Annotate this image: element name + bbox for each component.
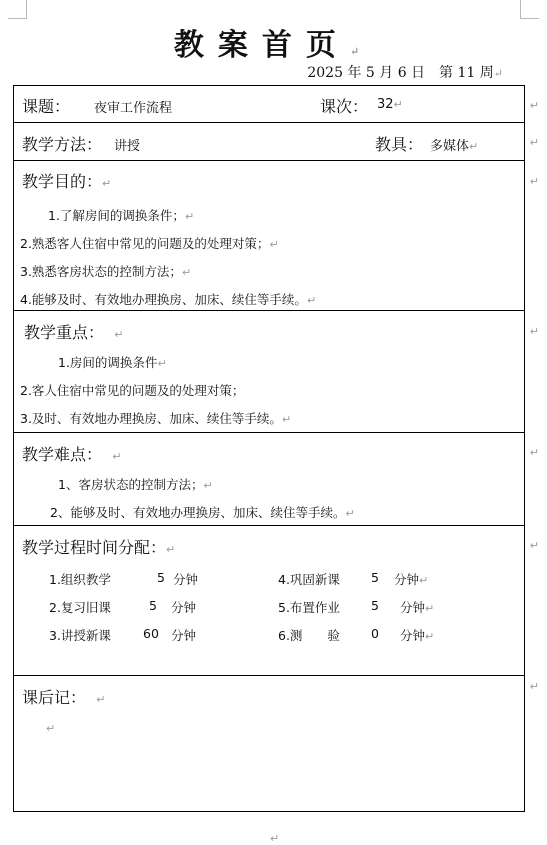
row-end-mark-icon: ↵ [529,136,539,149]
time-allocation-label [22,535,175,558]
key-points-label [24,320,123,343]
time-item-unit: 分钟 [171,600,197,615]
tools-value[interactable] [430,135,478,154]
method-value[interactable]: 讲授 [114,139,141,154]
paragraph-mark-icon: ↵ [345,507,355,520]
time-unit-text: 分钟 [400,628,426,643]
paragraph-mark-icon: ↵ [425,602,435,615]
paragraph-mark-icon: ↵ [425,630,435,643]
postscript-notes[interactable] [46,720,55,735]
key-point-text: 2.客人住宿中常见的问题及的处理对策； [20,383,245,398]
objectives-label [22,169,111,192]
key-point-text: 1.房间的调换条件 [58,355,158,370]
page-title [0,20,547,64]
paragraph-mark-icon: ↵ [112,450,122,463]
lesson-date [307,62,503,82]
paragraph-mark-icon: ↵ [114,328,124,341]
key-point-item[interactable] [20,409,291,427]
objectives-label-text: 教学目的： [22,172,103,191]
paragraph-mark-icon: ↵ [184,210,195,223]
document-end-mark-icon: ↵ [270,832,280,845]
paragraph-mark-icon: ↵ [203,479,213,492]
page-corner-mark [520,0,539,19]
time-item-name[interactable]: 3.讲授新课 [49,628,111,643]
difficulties-row [14,433,524,526]
time-item-name[interactable]: 4.巩固新课 [278,572,340,587]
time-item-minutes[interactable]: 0 [371,626,379,641]
paragraph-mark-icon: ↵ [349,45,374,58]
key-point-item[interactable] [58,353,167,371]
postscript-row [14,676,524,811]
row-end-mark-icon: ↵ [529,446,539,459]
lesson-number-value[interactable] [377,97,403,112]
key-point-item[interactable] [20,381,244,399]
paragraph-mark-icon: ↵ [96,693,106,706]
paragraph-mark-icon: ↵ [269,238,279,251]
lesson-number-label: 课次： [320,97,369,116]
row-end-mark-icon: ↵ [529,175,539,188]
method-label: 教学方法： [22,135,103,154]
topic-row [14,86,524,123]
time-unit-text: 分钟 [400,600,426,615]
difficulty-item[interactable] [50,503,355,521]
date-text: 2025 年 5 月 6 日 第 11 周 [307,65,494,81]
time-unit-text: 分钟 [394,572,420,587]
objective-text: 3.熟悉客房状态的控制方法； [20,264,182,279]
paragraph-mark-icon: ↵ [419,574,429,587]
difficulty-text: 2、能够及时、有效地办理换房、加床、续住等手续。 [50,505,346,520]
time-allocation-row [14,526,524,676]
paragraph-mark-icon: ↵ [281,413,292,426]
difficulty-text: 1、客房状态的控制方法； [58,477,204,492]
row-end-mark-icon: ↵ [529,680,539,693]
time-item-unit [400,626,434,644]
time-item-minutes[interactable]: 5 [157,570,165,585]
key-points-label-text: 教学重点： [24,323,105,342]
time-item-name[interactable]: 5.布置作业 [278,600,340,615]
objective-item[interactable] [48,206,194,224]
paragraph-mark-icon: ↵ [306,294,317,307]
row-end-mark-icon: ↵ [529,325,539,338]
paragraph-mark-icon: ↵ [102,177,112,190]
paragraph-mark-icon: ↵ [393,98,403,111]
time-item-minutes[interactable]: 5 [371,570,379,585]
time-allocation-label-text: 教学过程时间分配： [22,538,167,557]
time-item-unit: 分钟 [171,628,197,643]
time-item-unit: 分钟 [173,572,199,587]
difficulties-label-text: 教学难点： [22,445,103,464]
topic-label: 课题： [22,97,71,116]
time-item-name[interactable]: 2.复习旧课 [49,600,111,615]
tools-text: 多媒体 [430,139,470,154]
time-item-name[interactable]: 6.测 验 [278,628,340,643]
paragraph-mark-icon: ↵ [46,722,56,735]
postscript-label-text: 课后记： [22,688,87,707]
objective-item[interactable] [20,234,279,252]
paragraph-mark-icon: ↵ [493,67,503,80]
objectives-row [14,161,524,311]
row-end-mark-icon: ↵ [529,539,539,552]
row-end-mark-icon: ↵ [529,99,539,112]
objective-text: 4.能够及时、有效地办理换房、加床、续住等手续。 [20,292,307,307]
page-title-text: 教案首页 [173,28,350,63]
key-points-row [14,311,524,433]
objective-item[interactable] [20,290,316,308]
difficulty-item[interactable] [58,475,213,493]
lesson-plan-table [13,85,525,812]
page-corner-mark [8,0,27,19]
objective-text: 2.熟悉客人住宿中常见的问题及的处理对策； [20,236,270,251]
paragraph-mark-icon: ↵ [157,357,167,370]
time-item-minutes[interactable]: 5 [371,598,379,613]
lesson-number-text: 32 [377,97,394,112]
paragraph-mark-icon: ↵ [166,543,176,556]
tools-label: 教具： [375,135,424,154]
paragraph-mark-icon: ↵ [469,140,479,153]
difficulties-label [22,442,121,465]
paragraph-mark-icon: ↵ [181,266,192,279]
method-row [14,123,524,161]
time-item-unit [394,570,428,588]
topic-value[interactable]: 夜审工作流程 [94,101,173,116]
time-item-unit [400,598,434,616]
time-item-minutes[interactable]: 5 [149,598,157,613]
objective-text: 1.了解房间的调换条件； [48,208,185,223]
objective-item[interactable] [20,262,191,280]
time-item-minutes[interactable]: 60 [143,626,159,641]
time-item-name[interactable]: 1.组织教学 [49,572,111,587]
key-point-text: 3.及时、有效地办理换房、加床、续住等手续。 [20,411,282,426]
postscript-label [22,685,105,708]
